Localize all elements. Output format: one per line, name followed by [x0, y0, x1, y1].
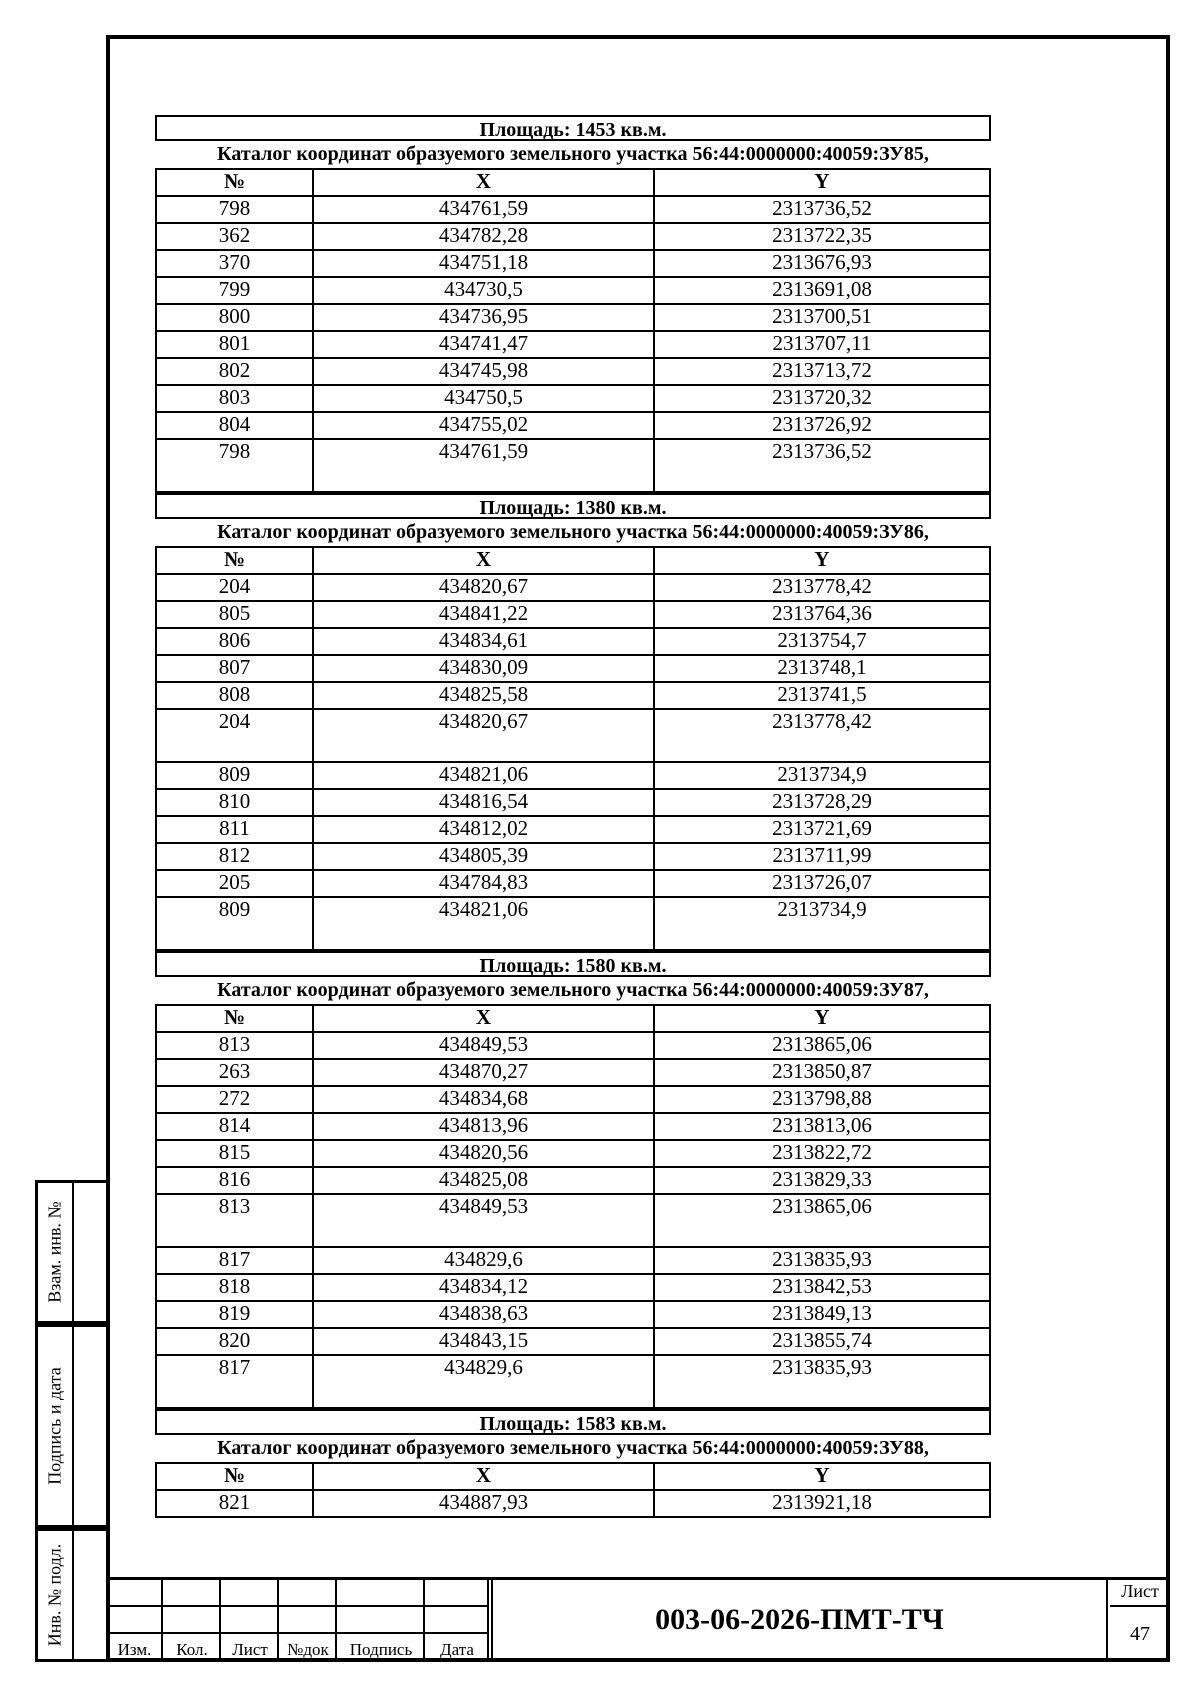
point-number-cell: 803	[156, 385, 313, 412]
x-coordinate-cell: 434751,18	[313, 250, 654, 277]
x-coordinate-cell: 434849,53	[313, 1032, 654, 1059]
table-row	[156, 682, 990, 709]
table-row	[156, 223, 990, 250]
point-number-cell: 799	[156, 277, 313, 304]
point-number-cell: 809	[156, 762, 313, 789]
table-row	[156, 628, 990, 655]
x-coordinate-cell: 434816,54	[313, 789, 654, 816]
x-coordinate-cell: 434849,53	[313, 1194, 654, 1247]
kol-label: Кол.	[176, 1640, 208, 1659]
x-coordinate-cell: 434834,68	[313, 1086, 654, 1113]
x-coordinate-cell: 434820,67	[313, 709, 654, 762]
y-coordinate-cell: 2313741,5	[654, 682, 990, 709]
y-coordinate-cell: 2313728,29	[654, 789, 990, 816]
y-coordinate-cell: 2313778,42	[654, 709, 990, 762]
x-coordinate-cell: 434830,09	[313, 655, 654, 682]
column-header-x: X	[313, 169, 654, 196]
table-row	[156, 439, 990, 492]
column-header-x: X	[313, 1463, 654, 1490]
table-row	[156, 1086, 990, 1113]
x-coordinate-cell: 434834,61	[313, 628, 654, 655]
point-number-cell: 798	[156, 439, 313, 492]
table-row	[156, 843, 990, 870]
y-coordinate-cell: 2313713,72	[654, 358, 990, 385]
point-number-cell: 806	[156, 628, 313, 655]
point-number-cell: 810	[156, 789, 313, 816]
y-coordinate-cell: 2313849,13	[654, 1301, 990, 1328]
table-header	[156, 1463, 990, 1490]
x-coordinate-cell: 434820,67	[313, 574, 654, 601]
point-number-cell: 821	[156, 1490, 313, 1517]
x-coordinate-cell: 434745,98	[313, 358, 654, 385]
table-row	[156, 1167, 990, 1194]
side-label-vzam: Взам. инв. №	[44, 1201, 65, 1303]
y-coordinate-cell: 2313736,52	[654, 196, 990, 223]
y-coordinate-cell: 2313842,53	[654, 1274, 990, 1301]
table-row	[156, 709, 990, 762]
x-coordinate-cell: 434887,93	[313, 1490, 654, 1517]
title-block	[106, 1577, 1170, 1662]
point-number-cell: 812	[156, 843, 313, 870]
x-coordinate-cell: 434821,06	[313, 897, 654, 950]
table-row	[156, 1274, 990, 1301]
y-coordinate-cell: 2313676,93	[654, 250, 990, 277]
y-coordinate-cell: 2313721,69	[654, 816, 990, 843]
table-row	[156, 1194, 990, 1247]
point-number-cell: 820	[156, 1328, 313, 1355]
column-header-x: X	[313, 1005, 654, 1032]
table-header	[156, 1005, 990, 1032]
table-row	[156, 1140, 990, 1167]
x-coordinate-cell: 434782,28	[313, 223, 654, 250]
column-header-number: №	[156, 1005, 313, 1032]
point-number-cell: 362	[156, 223, 313, 250]
x-coordinate-cell: 434730,5	[313, 277, 654, 304]
y-coordinate-cell: 2313734,9	[654, 897, 990, 950]
table-row	[156, 762, 990, 789]
point-number-cell: 204	[156, 574, 313, 601]
point-number-cell: 811	[156, 816, 313, 843]
y-coordinate-cell: 2313822,72	[654, 1140, 990, 1167]
y-coordinate-cell: 2313748,1	[654, 655, 990, 682]
table-row	[156, 385, 990, 412]
y-coordinate-cell: 2313835,93	[654, 1355, 990, 1408]
point-number-cell: 817	[156, 1247, 313, 1274]
x-coordinate-cell: 434821,06	[313, 762, 654, 789]
y-coordinate-cell: 2313711,99	[654, 843, 990, 870]
podpis-label: Подпись	[349, 1640, 413, 1659]
y-coordinate-cell: 2313726,07	[654, 870, 990, 897]
data-label: Дата	[440, 1640, 474, 1659]
table-row	[156, 1490, 990, 1517]
table-row	[156, 1113, 990, 1140]
column-header-x: X	[313, 547, 654, 574]
point-number-cell: 272	[156, 1086, 313, 1113]
area-label: Площадь: 1453 кв.м.	[155, 115, 991, 141]
table-row	[156, 1328, 990, 1355]
sheet-number: 47	[1130, 1623, 1150, 1645]
y-coordinate-cell: 2313691,08	[654, 277, 990, 304]
table-row	[156, 601, 990, 628]
point-number-cell: 808	[156, 682, 313, 709]
y-coordinate-cell: 2313720,32	[654, 385, 990, 412]
table-row	[156, 250, 990, 277]
table-row	[156, 816, 990, 843]
table-row	[156, 331, 990, 358]
side-label-inv: Инв. № подл.	[44, 1543, 65, 1647]
section-zu85	[155, 115, 991, 493]
side-box-podpis	[35, 1324, 106, 1528]
x-coordinate-cell: 434829,6	[313, 1247, 654, 1274]
point-number-cell: 815	[156, 1140, 313, 1167]
table-row	[156, 304, 990, 331]
point-number-cell: 813	[156, 1194, 313, 1247]
x-coordinate-cell: 434755,02	[313, 412, 654, 439]
document-code: 003-06-2026-ПМТ-ТЧ	[491, 1577, 1108, 1662]
coordinates-table	[155, 1462, 991, 1518]
column-header-y: Y	[654, 169, 990, 196]
y-coordinate-cell: 2313764,36	[654, 601, 990, 628]
coordinates-table	[155, 1004, 991, 1409]
side-box-inv	[35, 1528, 106, 1662]
y-coordinate-cell: 2313726,92	[654, 412, 990, 439]
table-row	[156, 196, 990, 223]
table-row	[156, 358, 990, 385]
point-number-cell: 805	[156, 601, 313, 628]
point-number-cell: 263	[156, 1059, 313, 1086]
x-coordinate-cell: 434750,5	[313, 385, 654, 412]
x-coordinate-cell: 434761,59	[313, 439, 654, 492]
y-coordinate-cell: 2313798,88	[654, 1086, 990, 1113]
x-coordinate-cell: 434741,47	[313, 331, 654, 358]
point-number-cell: 798	[156, 196, 313, 223]
x-coordinate-cell: 434805,39	[313, 843, 654, 870]
x-coordinate-cell: 434834,12	[313, 1274, 654, 1301]
x-coordinate-cell: 434829,6	[313, 1355, 654, 1408]
y-coordinate-cell: 2313754,7	[654, 628, 990, 655]
column-header-y: Y	[654, 547, 990, 574]
area-label: Площадь: 1583 кв.м.	[155, 1409, 991, 1435]
point-number-cell: 819	[156, 1301, 313, 1328]
point-number-cell: 800	[156, 304, 313, 331]
table-row	[156, 789, 990, 816]
y-coordinate-cell: 2313813,06	[654, 1113, 990, 1140]
point-number-cell: 204	[156, 709, 313, 762]
y-coordinate-cell: 2313865,06	[654, 1194, 990, 1247]
table-row	[156, 1355, 990, 1408]
y-coordinate-cell: 2313707,11	[654, 331, 990, 358]
point-number-cell: 804	[156, 412, 313, 439]
y-coordinate-cell: 2313778,42	[654, 574, 990, 601]
column-header-number: №	[156, 169, 313, 196]
table-row	[156, 412, 990, 439]
y-coordinate-cell: 2313736,52	[654, 439, 990, 492]
area-label: Площадь: 1380 кв.м.	[155, 493, 991, 519]
side-label-podpis: Подпись и дата	[44, 1367, 65, 1485]
y-coordinate-cell: 2313734,9	[654, 762, 990, 789]
x-coordinate-cell: 434825,58	[313, 682, 654, 709]
section-zu88	[155, 1409, 991, 1518]
coordinates-table	[155, 546, 991, 951]
x-coordinate-cell: 434820,56	[313, 1140, 654, 1167]
x-coordinate-cell: 434841,22	[313, 601, 654, 628]
point-number-cell: 817	[156, 1355, 313, 1408]
table-header	[156, 169, 990, 196]
point-number-cell: 814	[156, 1113, 313, 1140]
y-coordinate-cell: 2313835,93	[654, 1247, 990, 1274]
x-coordinate-cell: 434825,08	[313, 1167, 654, 1194]
catalog-title: Каталог координат образуемого земельного участка 56:44:0000000:40059:ЗУ88,	[217, 1437, 929, 1459]
y-coordinate-cell: 2313855,74	[654, 1328, 990, 1355]
point-number-cell: 802	[156, 358, 313, 385]
side-box-vzam	[35, 1180, 106, 1324]
catalog-title: Каталог координат образуемого земельного участка 56:44:0000000:40059:ЗУ87,	[217, 979, 929, 1001]
x-coordinate-cell: 434761,59	[313, 196, 654, 223]
y-coordinate-cell: 2313865,06	[654, 1032, 990, 1059]
x-coordinate-cell: 434843,15	[313, 1328, 654, 1355]
point-number-cell: 816	[156, 1167, 313, 1194]
y-coordinate-cell: 2313722,35	[654, 223, 990, 250]
table-row	[156, 574, 990, 601]
table-row	[156, 1059, 990, 1086]
table-header	[156, 547, 990, 574]
coordinates-table	[155, 168, 991, 493]
column-header-number: №	[156, 1463, 313, 1490]
area-label: Площадь: 1580 кв.м.	[155, 951, 991, 977]
column-header-number: №	[156, 547, 313, 574]
x-coordinate-cell: 434736,95	[313, 304, 654, 331]
x-coordinate-cell: 434838,63	[313, 1301, 654, 1328]
catalog-title: Каталог координат образуемого земельного участка 56:44:0000000:40059:ЗУ85,	[217, 143, 929, 165]
point-number-cell: 818	[156, 1274, 313, 1301]
y-coordinate-cell: 2313850,87	[654, 1059, 990, 1086]
point-number-cell: 370	[156, 250, 313, 277]
document-content	[155, 115, 991, 1518]
column-header-y: Y	[654, 1463, 990, 1490]
sheet-label: Лист	[1110, 1577, 1170, 1607]
table-row	[156, 897, 990, 950]
table-row	[156, 1032, 990, 1059]
x-coordinate-cell: 434813,96	[313, 1113, 654, 1140]
ndok-label: №док	[287, 1640, 329, 1659]
y-coordinate-cell: 2313921,18	[654, 1490, 990, 1517]
y-coordinate-cell: 2313829,33	[654, 1167, 990, 1194]
table-row	[156, 655, 990, 682]
catalog-title: Каталог координат образуемого земельного участка 56:44:0000000:40059:ЗУ86,	[217, 521, 929, 543]
x-coordinate-cell: 434812,02	[313, 816, 654, 843]
x-coordinate-cell: 434870,27	[313, 1059, 654, 1086]
x-coordinate-cell: 434784,83	[313, 870, 654, 897]
column-header-y: Y	[654, 1005, 990, 1032]
table-row	[156, 277, 990, 304]
table-row	[156, 1301, 990, 1328]
section-zu87	[155, 951, 991, 1409]
point-number-cell: 809	[156, 897, 313, 950]
list-label: Лист	[232, 1640, 268, 1659]
table-row	[156, 870, 990, 897]
table-row	[156, 1247, 990, 1274]
izm-label: Изм.	[117, 1640, 152, 1659]
section-zu86	[155, 493, 991, 951]
point-number-cell: 205	[156, 870, 313, 897]
y-coordinate-cell: 2313700,51	[654, 304, 990, 331]
point-number-cell: 801	[156, 331, 313, 358]
point-number-cell: 807	[156, 655, 313, 682]
point-number-cell: 813	[156, 1032, 313, 1059]
